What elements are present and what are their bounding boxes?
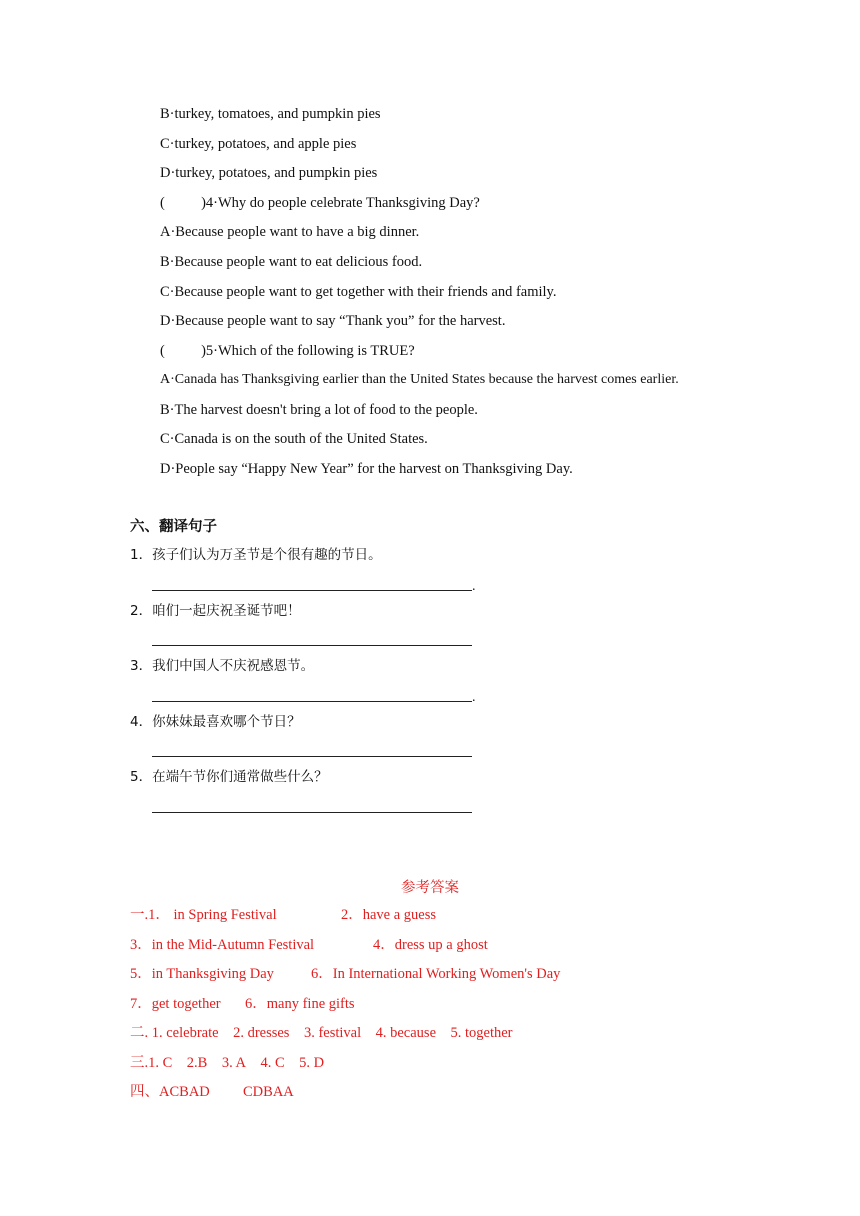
translate-item-4: 4．你妹妹最喜欢哪个节日？ — [130, 714, 301, 730]
answer-blank-1[interactable] — [152, 590, 472, 591]
q4-option-d: D·Because people want to say “Thank you” for the harvest. — [160, 313, 506, 329]
q5-option-b: B·The harvest doesn't bring a lot of food to the people. — [160, 402, 478, 418]
q4-option-a: A·Because people want to have a big dinner. — [160, 224, 420, 240]
q5-stem: ( )5·Which of the following is TRUE? — [160, 343, 415, 359]
q3-option-c: C·turkey, potatoes, and apple pies — [160, 136, 357, 152]
answer-row-3b: 6．In International Working Women's Day — [311, 966, 561, 982]
answer-row-1a: 一.1． in Spring Festival — [130, 907, 277, 923]
translate-item-5: 5．在端午节你们通常做些什么？ — [130, 769, 328, 785]
answer-row-1b: 2．have a guess — [341, 907, 437, 923]
q4-option-c: C·Because people want to get together with their friends and family. — [160, 284, 557, 300]
answer-row-7a: 四、ACBAD — [130, 1084, 210, 1100]
period-1: . — [472, 579, 476, 594]
q3-option-d: D·turkey, potatoes, and pumpkin pies — [160, 165, 378, 181]
answer-row-5: 二. 1. celebrate 2. dresses 3. festival 4. because 5. together — [130, 1025, 513, 1041]
answer-row-7b: CDBAA — [243, 1084, 294, 1100]
q4-stem: ( )4·Why do people celebrate Thanksgiving Day? — [160, 195, 480, 211]
q5-option-c: C·Canada is on the south of the United States. — [160, 431, 428, 447]
period-3: . — [472, 690, 476, 705]
answer-key-title: 参考答案 — [401, 880, 459, 896]
translate-item-2: 2．咱们一起庆祝圣诞节吧！ — [130, 603, 301, 619]
q5-option-a: A·Canada has Thanksgiving earlier than the United States because the harvest comes earlier. — [160, 372, 679, 387]
answer-row-3a: 5．in Thanksgiving Day — [130, 966, 274, 982]
translate-item-3: 3．我们中国人不庆祝感恩节。 — [130, 658, 315, 674]
answer-blank-5[interactable] — [152, 812, 472, 813]
answer-row-6: 三.1. C 2.B 3. A 4. C 5. D — [130, 1055, 325, 1071]
answer-blank-3[interactable] — [152, 701, 472, 702]
answer-row-2a: 3．in the Mid-Autumn Festival — [130, 937, 315, 953]
q5-option-d: D·People say “Happy New Year” for the harvest on Thanksgiving Day. — [160, 461, 573, 477]
answer-row-2b: 4．dress up a ghost — [373, 937, 488, 953]
answer-blank-2[interactable] — [152, 645, 472, 646]
q3-option-b: B·turkey, tomatoes, and pumpkin pies — [160, 106, 381, 122]
answer-row-4a: 7．get together — [130, 996, 221, 1012]
section-heading: 六、翻译句子 — [130, 519, 217, 535]
q4-option-b: B·Because people want to eat delicious food. — [160, 254, 423, 270]
translate-item-1: 1．孩子们认为万圣节是个很有趣的节日。 — [130, 547, 382, 563]
answer-blank-4[interactable] — [152, 756, 472, 757]
answer-row-4b: 6．many fine gifts — [245, 996, 355, 1012]
